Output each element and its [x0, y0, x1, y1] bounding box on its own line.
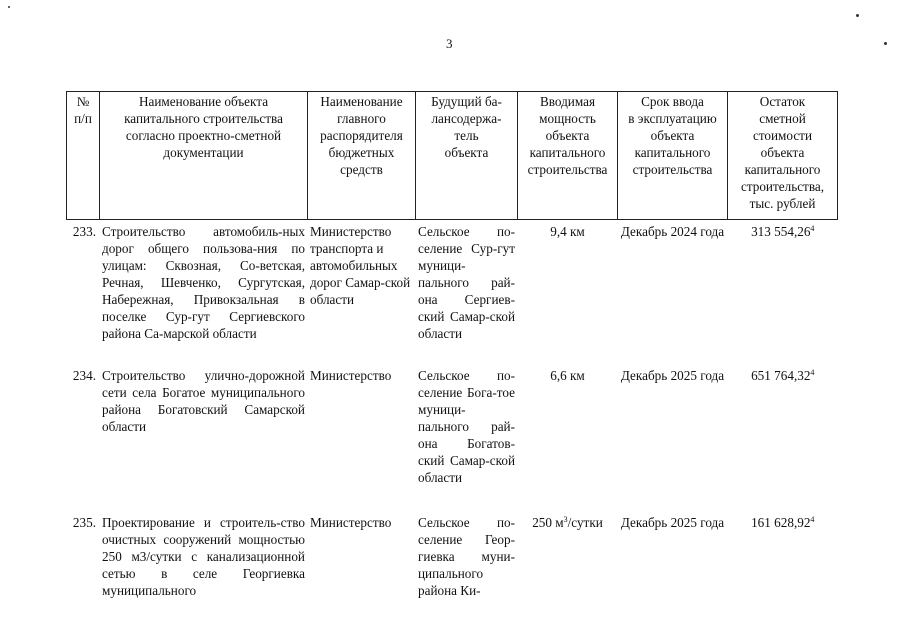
- footnote-mark: 4: [810, 368, 815, 377]
- page-number: 3: [446, 36, 453, 51]
- remaining-cost: [728, 367, 838, 514]
- scan-speck: [8, 6, 10, 8]
- footnote-mark: 4: [810, 224, 815, 233]
- commissioning-term: Декабрь 2025 года: [618, 514, 728, 624]
- capacity-value: 250 м: [532, 515, 564, 530]
- table-row: [67, 220, 838, 368]
- table-row: [67, 514, 838, 624]
- header-future-holder: Будущий ба- лансодержа- тель объекта: [416, 92, 518, 220]
- object-name: Строительство автомобиль-ных дорог общего пользова-ния по улицам: Сквозная, Со-ветская, Речная, Шевченко, Сургутская, Набережная, Привокзальная в поселке Сур-гут Сергиевского района Са-марской области: [100, 220, 308, 368]
- capacity: [518, 220, 618, 368]
- capacity: [518, 514, 618, 624]
- scan-speck: [856, 14, 859, 17]
- budget-manager: Министерство: [308, 367, 416, 514]
- scan-speck: [884, 42, 887, 45]
- future-holder: Сельское по-селение Сур-гут муници-пального рай-она Сергиев-ский Самар-ской области: [416, 220, 518, 368]
- remaining-cost: [728, 220, 838, 368]
- object-name: Проектирование и строитель-ство очистных сооружений мощностью 250 м3/сутки с канализационной сетью в селе Георгиевка муниципального: [100, 514, 308, 624]
- header-number: № п/п: [67, 92, 100, 220]
- commissioning-term: Декабрь 2025 года: [618, 367, 728, 514]
- capacity-value: 6,6 км: [550, 368, 585, 383]
- header-remaining-cost: Остаток сметной стоимости объекта капитального строительства, тыс. рублей: [728, 92, 838, 220]
- future-holder: Сельское по-селение Бога-тое муници-пального рай-она Богатов-ский Самар-ской области: [416, 367, 518, 514]
- header-commissioning-term: Срок ввода в эксплуатацию объекта капитального строительства: [618, 92, 728, 220]
- row-number: 235.: [67, 514, 100, 624]
- budget-manager: Министерство транспорта и автомобильных дорог Самар-ской области: [308, 220, 416, 368]
- header-capacity: Вводимая мощность объекта капитального строительства: [518, 92, 618, 220]
- header-object-name: Наименование объекта капитального строительства согласно проектно-сметной документации: [100, 92, 308, 220]
- footnote-mark: 4: [810, 515, 815, 524]
- object-name: Строительство улично-дорожной сети села Богатое муниципального района Богатовский Самарской области: [100, 367, 308, 514]
- budget-manager: Министерство: [308, 514, 416, 624]
- cost-value: 651 764,32: [751, 368, 811, 383]
- commissioning-term: Декабрь 2024 года: [618, 220, 728, 368]
- unit-exponent: 3: [563, 515, 568, 524]
- table-row: [67, 367, 838, 514]
- row-number: 234.: [67, 367, 100, 514]
- capacity: [518, 367, 618, 514]
- remaining-cost: [728, 514, 838, 624]
- row-number: 233.: [67, 220, 100, 368]
- capacity-unit-tail: /сутки: [567, 515, 603, 530]
- cost-value: 161 628,92: [751, 515, 811, 530]
- capital-construction-table: [66, 91, 838, 624]
- table-header-row: [67, 92, 838, 220]
- cost-value: 313 554,26: [751, 224, 811, 239]
- header-budget-manager: Наименование главного распорядителя бюджетных средств: [308, 92, 416, 220]
- capacity-value: 9,4 км: [550, 224, 585, 239]
- future-holder: Сельское по-селение Геор-гиевка муни-ципального района Ки-: [416, 514, 518, 624]
